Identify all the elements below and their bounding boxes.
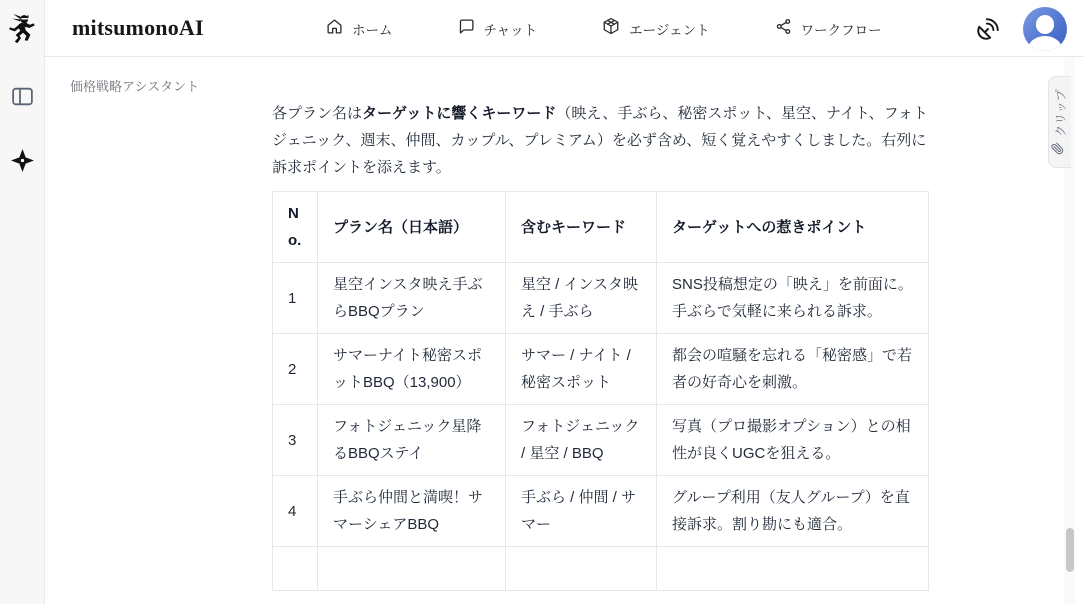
table-row	[273, 405, 929, 476]
main-nav	[326, 0, 882, 57]
ninja-runner-icon[interactable]	[8, 11, 36, 47]
table-cell: 1	[273, 263, 318, 334]
avatar-shoulders-shape	[1028, 36, 1062, 50]
table-row	[273, 476, 929, 547]
nav-label: エージェント	[629, 22, 710, 38]
col-header-plan-name: プラン名（日本語）	[318, 192, 506, 263]
col-header-appeal: ターゲットへの惹きポイント	[657, 192, 929, 263]
plans-table-head	[273, 192, 929, 263]
sparkle-star-icon[interactable]	[10, 148, 35, 173]
intro-text-before: 各プラン名は	[272, 105, 363, 122]
satellite-dish-icon[interactable]	[975, 16, 1001, 42]
nav-label: ワークフロー	[800, 22, 882, 38]
table-row	[273, 263, 929, 334]
paperclip-icon	[1051, 142, 1069, 155]
table-cell: 都会の喧騒を忘れる「秘密感」で若者の好奇心を刺激。	[657, 334, 929, 405]
assistant-session-title: 価格戦略アシスタント	[70, 79, 200, 94]
header-actions	[975, 0, 1067, 57]
plans-table-body	[273, 263, 929, 591]
table-cell: グループ利用（友人グループ）を直接訴求。割り勘にも適合。	[657, 476, 929, 547]
assistant-message	[272, 100, 928, 591]
share-nodes-icon	[775, 18, 792, 40]
table-cell: フォトジェニック / 星空 / BBQ	[506, 405, 657, 476]
table-cell: 2	[273, 334, 318, 405]
chat-bubble-icon	[458, 18, 475, 40]
table-cell: 3	[273, 405, 318, 476]
top-header	[45, 0, 1083, 57]
table-cell: サマー / ナイト / 秘密スポット	[506, 334, 657, 405]
table-cell: 4	[273, 476, 318, 547]
clip-tab-inner	[1051, 89, 1069, 155]
scrollbar-thumb[interactable]	[1066, 528, 1074, 572]
home-icon	[326, 18, 343, 40]
intro-text-after: （映え、手ぶら、秘密スポット、星空、ナイト、フォトジェニック、週末、仲間、カップル、プレミアム）を必ず含め、短く覚えやすくしました。右列に訴求ポイントを添えます。	[272, 105, 928, 176]
clip-tab[interactable]	[1048, 76, 1071, 168]
intro-paragraph	[272, 100, 928, 181]
left-rail	[0, 0, 45, 604]
table-row	[273, 334, 929, 405]
cube-icon	[602, 17, 620, 40]
col-header-keywords: 含むキーワード	[506, 192, 657, 263]
avatar-head-shape	[1036, 15, 1054, 33]
table-cell: SNS投稿想定の「映え」を前面に。手ぶらで気軽に来られる訴求。	[657, 263, 929, 334]
table-cell: 手ぶら / 仲間 / サマー	[506, 476, 657, 547]
nav-item-agent[interactable]	[602, 17, 709, 40]
nav-label: ホーム	[352, 22, 393, 38]
user-avatar[interactable]	[1023, 7, 1067, 51]
nav-label: チャット	[483, 22, 538, 38]
table-row	[273, 547, 929, 591]
table-cell	[318, 547, 506, 591]
table-cell	[657, 547, 929, 591]
table-cell: 星空インスタ映え手ぶらBBQプラン	[318, 263, 506, 334]
table-cell: 星空 / インスタ映え / 手ぶら	[506, 263, 657, 334]
intro-text-bold: ターゲットに響くキーワード	[362, 105, 557, 122]
table-cell	[506, 547, 657, 591]
col-header-no: No.	[273, 192, 318, 263]
table-header-row	[273, 192, 929, 263]
clip-tab-label: クリップ	[1053, 89, 1068, 137]
table-cell: 写真（プロ撮影オプション）との相性が良くUGCを狙える。	[657, 405, 929, 476]
table-cell	[273, 547, 318, 591]
nav-item-chat[interactable]	[458, 18, 538, 40]
nav-item-home[interactable]	[326, 18, 393, 40]
sidebar-toggle-icon[interactable]	[10, 84, 35, 109]
nav-item-workflow[interactable]	[775, 18, 882, 40]
table-cell: サマーナイト秘密スポットBBQ（13,900）	[318, 334, 506, 405]
app-title: mitsumonoAI	[72, 15, 204, 40]
table-cell: フォトジェニック星降るBBQステイ	[318, 405, 506, 476]
table-cell: 手ぶら仲間と満喫！サマーシェアBBQ	[318, 476, 506, 547]
plans-table	[272, 191, 929, 591]
